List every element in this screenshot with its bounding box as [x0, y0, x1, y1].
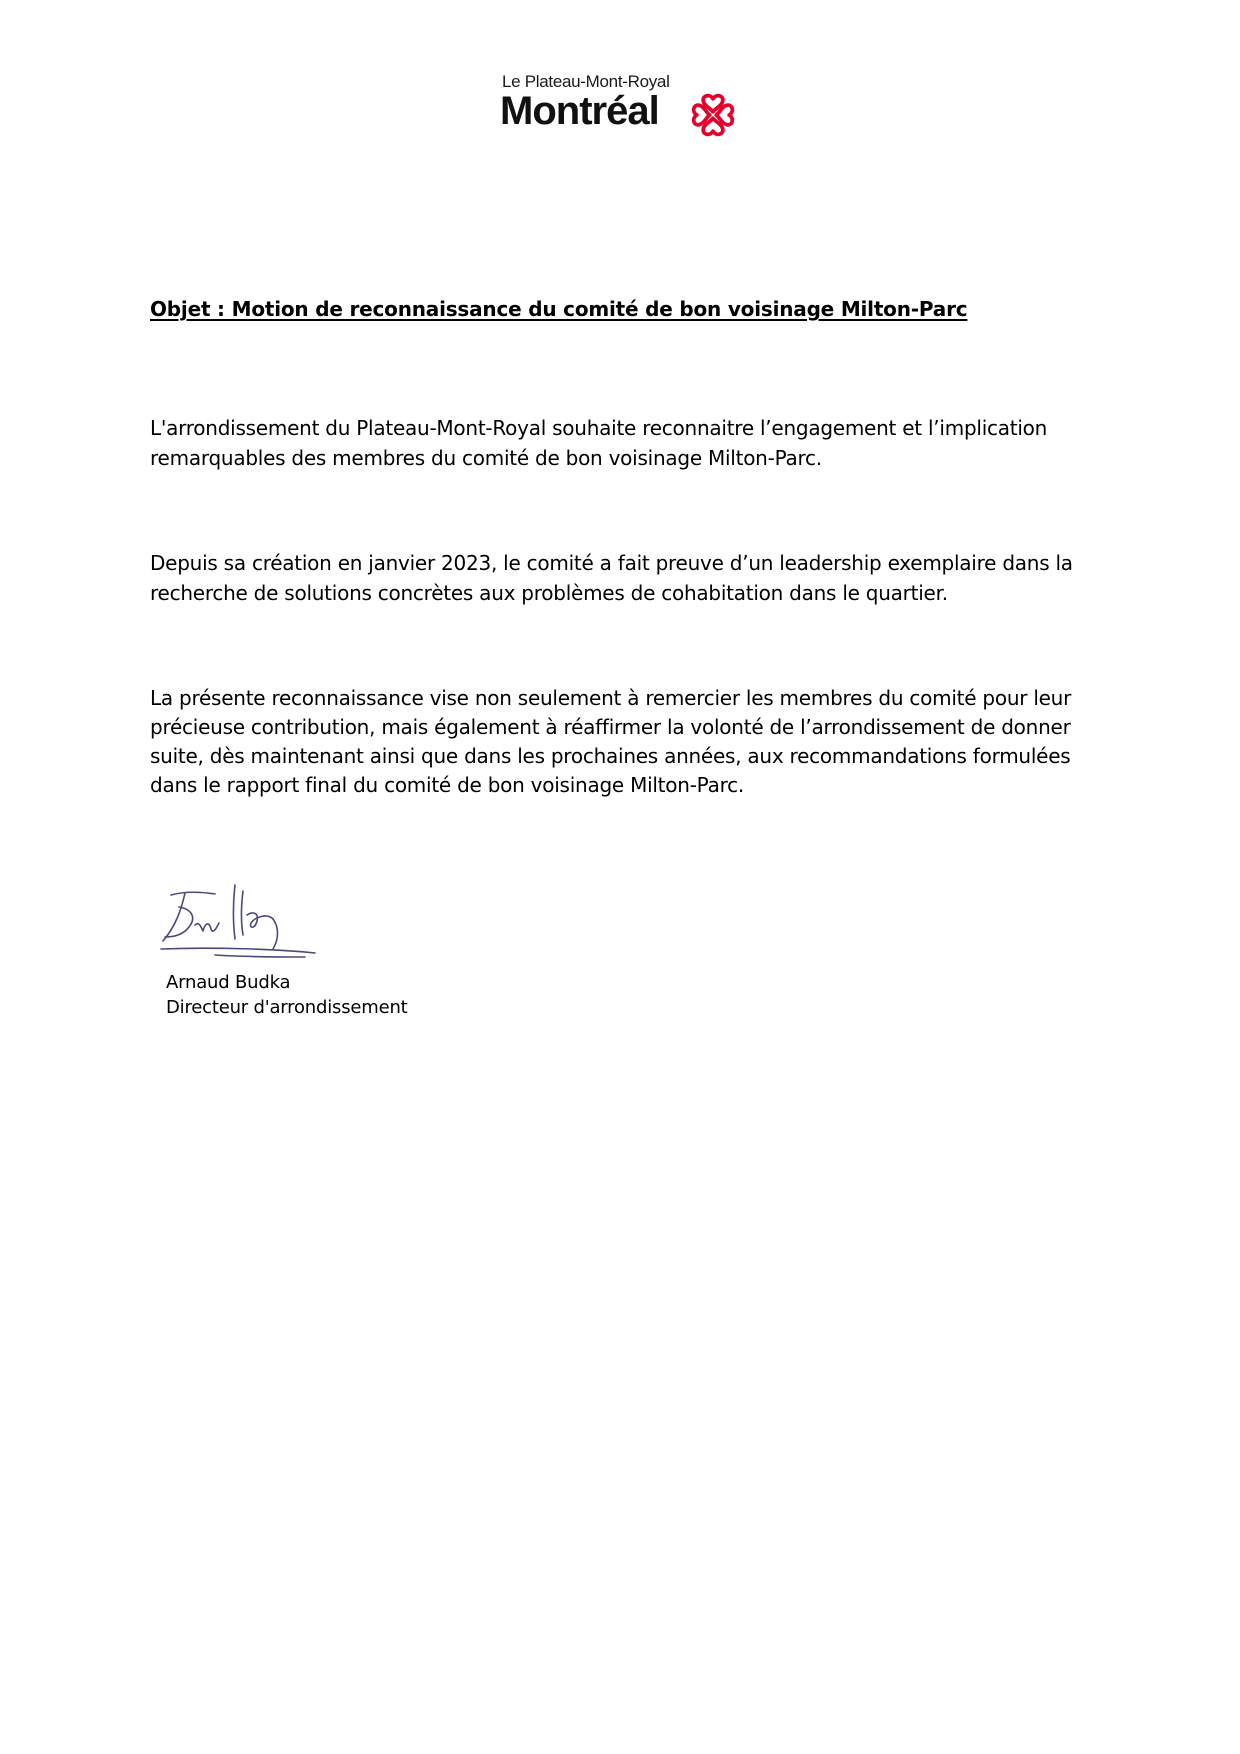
logo-borough-name: Le Plateau-Mont-Royal	[502, 72, 670, 91]
signatory-name: Arnaud Budka	[166, 972, 291, 993]
letter-paragraph: Depuis sa création en janvier 2023, le comité a fait preuve d’un leadership exemplaire dans la recherche de solutions concrètes aux problèmes de cohabitation dans le quartier.	[150, 551, 1073, 605]
montreal-rosette-icon	[686, 88, 740, 142]
signatory-block	[166, 970, 408, 1020]
signatory-title: Directeur d'arrondissement	[166, 997, 408, 1018]
handwritten-signature	[155, 883, 335, 963]
borough-logo	[500, 70, 745, 140]
letter-subject: Objet : Motion de reconnaissance du comité de bon voisinage Milton-Parc	[150, 297, 968, 321]
logo-city-name: Montréal	[500, 89, 659, 133]
letter-paragraph: L'arrondissement du Plateau-Mont-Royal souhaite reconnaitre l’engagement et l’implication remarquables des membres du comité de bon voisinage Milton-Parc.	[150, 416, 1048, 470]
letter-paragraph: La présente reconnaissance vise non seulement à remercier les membres du comité pour leur précieuse contribution, mais également à réaffirmer la volonté de l’arrondissement de donner suite, dès maintenant ainsi que dans les prochaines années, aux recommandations formulées dans le rapport final du comité de bon voisinage Milton-Parc.	[150, 686, 1072, 797]
